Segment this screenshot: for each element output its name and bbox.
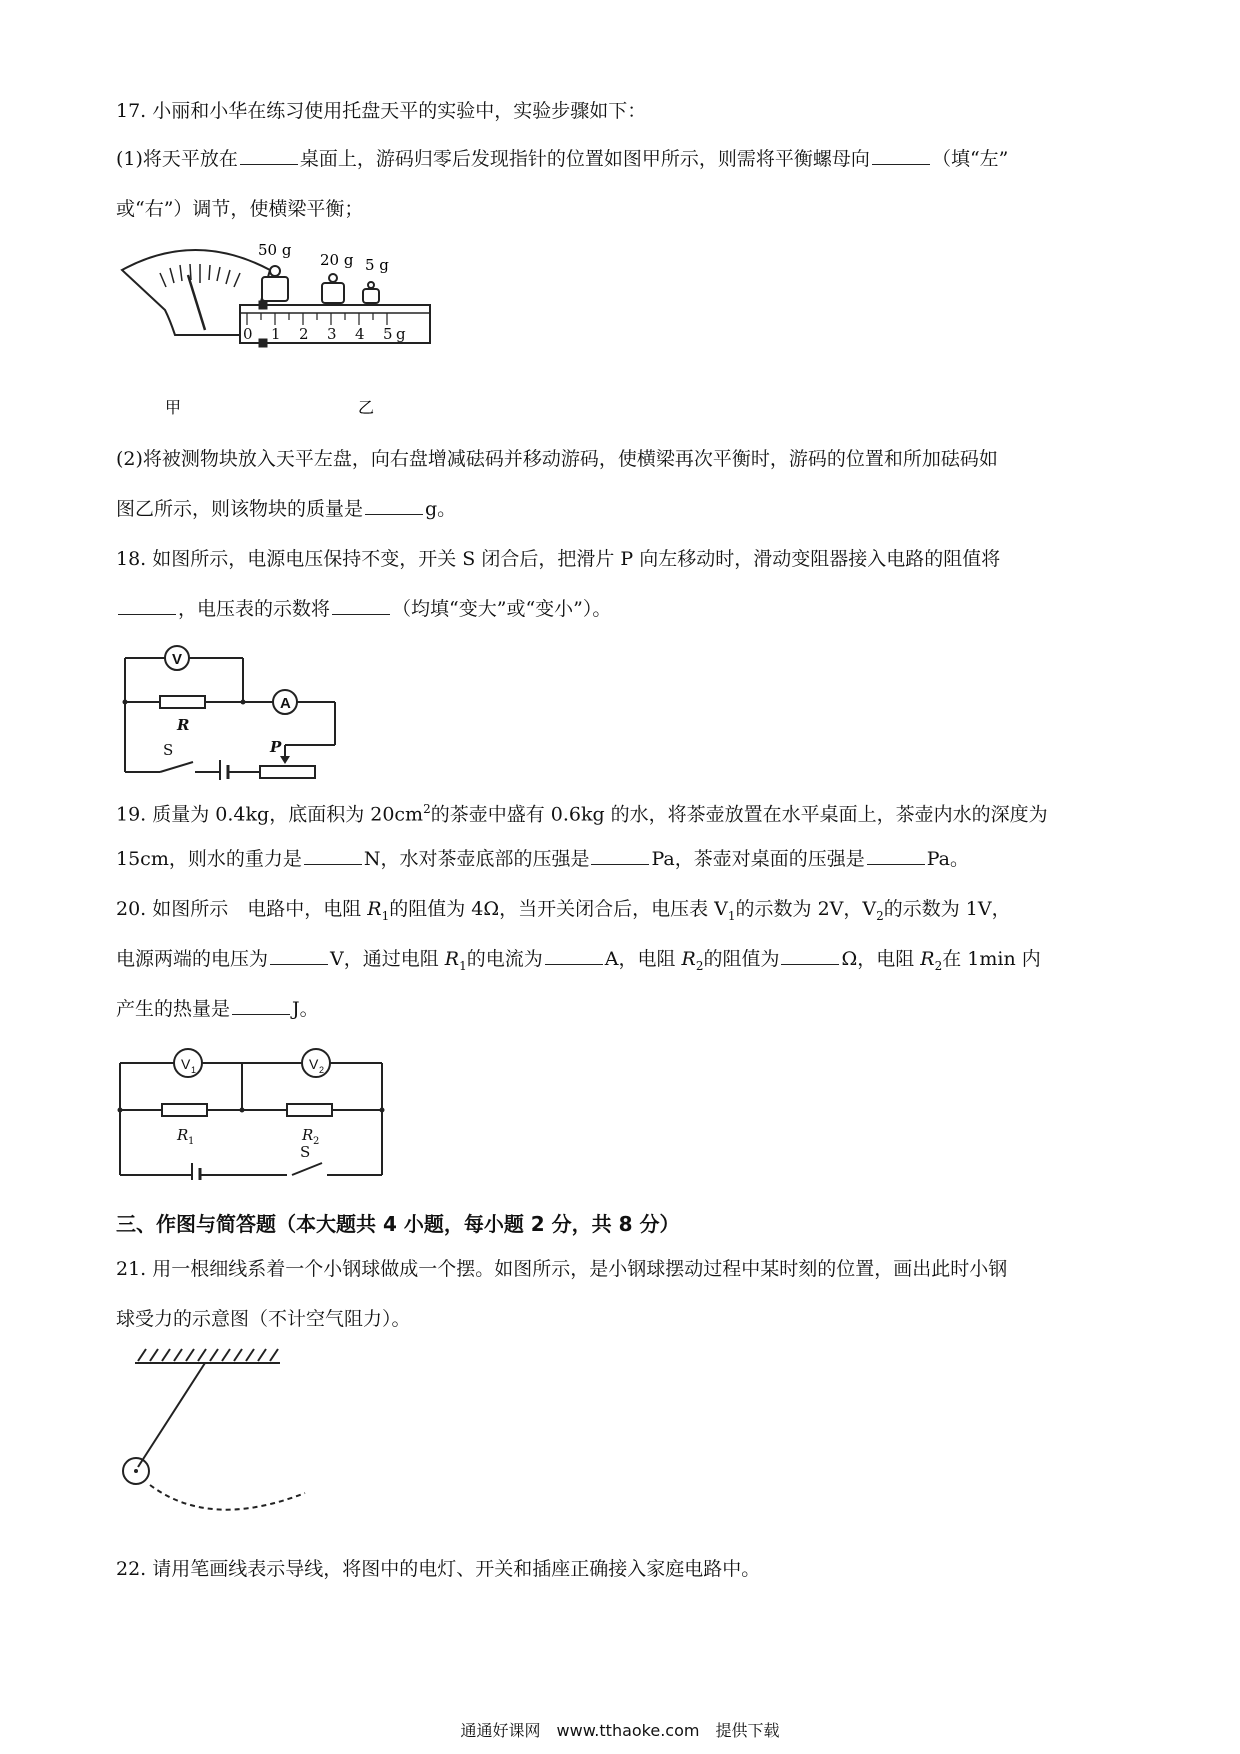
answer-blank	[781, 946, 839, 965]
resistor-r1-icon	[162, 1104, 207, 1116]
q19-text-c: 15cm，则水的重力是	[116, 848, 302, 870]
q20-text-a: 20. 如图所示 电路中，电阻	[116, 898, 368, 920]
q19-text-b: 的茶壶中盛有 0.6kg 的水，将茶壶放置在水平桌面上，茶壶内水的深度为	[430, 803, 1048, 826]
q20-line1	[116, 896, 1011, 929]
q20-text-i: 的阻值为	[703, 948, 780, 970]
q19-line1	[116, 796, 1048, 827]
pendulum-string	[138, 1363, 205, 1467]
balance-figure	[110, 235, 470, 420]
q17-part1-line2: 或“右”）调节，使横梁平衡；	[116, 198, 364, 220]
answer-blank	[304, 846, 362, 865]
q20-circuit	[112, 1045, 392, 1180]
resistor-r2-icon	[287, 1104, 332, 1116]
rider-top-icon	[259, 301, 267, 309]
r2-sub: 2	[313, 1136, 320, 1147]
q17-part1-line1	[116, 146, 1008, 172]
slider-arrow-icon	[280, 756, 290, 764]
q20-sub: 2	[934, 958, 943, 973]
voltmeter-label: V	[172, 651, 183, 668]
q20-text-c: 的示数为 2V，V	[735, 898, 877, 920]
q20-text-m: J。	[292, 998, 319, 1020]
q20-var-r: R	[681, 948, 696, 970]
switch-s-icon	[292, 1163, 322, 1175]
weights-group	[258, 241, 389, 303]
ruler-tick-3: 3	[327, 325, 337, 343]
q20-text-f: V，通过电阻	[330, 948, 445, 970]
q18-text-c: （均填“变大”或“变小”）。	[392, 598, 612, 620]
q20-sub: 2	[876, 908, 884, 923]
switch-s-label: S	[300, 1143, 311, 1161]
label-yi: 乙	[358, 398, 375, 417]
r1-label: R	[177, 1126, 189, 1144]
ruler-tick-2: 2	[299, 325, 309, 343]
q17-part2-line1: (2)将被测物块放入天平左盘，向右盘增减砝码并移动游码，使横梁再次平衡时，游码的位置和所加砝码如	[116, 448, 998, 470]
q19-text-f: Pa。	[926, 848, 970, 870]
q21-line2: 球受力的示意图（不计空气阻力）。	[116, 1308, 411, 1330]
answer-blank	[591, 846, 649, 865]
q20-text-k: 在 1min 内	[942, 948, 1041, 970]
q20-var-r: R	[920, 948, 935, 970]
answer-blank	[872, 146, 930, 165]
label-jia: 甲	[165, 398, 182, 417]
ruler-unit: g	[396, 325, 406, 343]
switch-s-label: S	[163, 741, 174, 759]
q17-p2-text-b: 图乙所示，则该物块的质量是	[116, 498, 364, 520]
q22-line1: 22. 请用笔画线表示导线，将图中的电灯、开关和插座正确接入家庭电路中。	[116, 1558, 761, 1580]
ruler-tick-1: 1	[271, 325, 281, 343]
q17-p2-text-c: g。	[425, 498, 457, 520]
resistor-r-icon	[160, 696, 205, 708]
weight-50g-icon	[262, 277, 288, 301]
ruler-tick-5: 5	[383, 325, 393, 343]
q17-part2-line2	[116, 496, 456, 522]
q20-line3	[116, 996, 319, 1022]
q20-var-r: R	[367, 898, 382, 920]
v1-sub: 1	[191, 1065, 197, 1075]
answer-blank	[545, 946, 603, 965]
q20-text-b: 的阻值为 4Ω，当开关闭合后，电压表 V	[389, 898, 728, 920]
q20-sub: 1	[727, 908, 736, 923]
switch-s-icon	[160, 762, 193, 772]
q20-line2	[116, 946, 1041, 979]
q17-stem: 17. 小丽和小华在练习使用托盘天平的实验中，实验步骤如下：	[116, 100, 647, 122]
q19-text-a: 19. 质量为 0.4kg，底面积为 20cm	[116, 803, 424, 826]
q20-text-l: 产生的热量是	[116, 998, 231, 1020]
q21-line1: 21. 用一根细线系着一个小钢球做成一个摆。如图所示，是小钢球摆动过程中某时刻的位置，画出此时小钢	[116, 1258, 1008, 1280]
weight-label-50g: 50 g	[258, 241, 292, 259]
ruler-tick-0: 0	[243, 325, 253, 343]
answer-blank	[118, 596, 176, 615]
answer-blank	[270, 946, 328, 965]
q20-text-g: 的电流为	[466, 948, 543, 970]
pendulum-figure	[110, 1345, 310, 1525]
q20-text-h: A，电阻	[604, 948, 682, 970]
q18-line1: 18. 如图所示，电源电压保持不变，开关 S 闭合后，把滑片 P 向左移动时，滑动变阻器接入电路的阻值将	[116, 548, 1001, 570]
q20-sub: 1	[381, 908, 390, 923]
q20-sub: 2	[695, 958, 704, 973]
ruler-tick-4: 4	[355, 325, 365, 343]
section-3-heading: 三、作图与简答题（本大题共 4 小题，每小题 2 分，共 8 分）	[116, 1212, 680, 1236]
q18-text-b: ，电压表的示数将	[178, 598, 331, 620]
q17-p1-text-a: (1)将天平放在	[116, 148, 238, 170]
answer-blank	[365, 496, 423, 515]
q19-sup: 2	[423, 802, 431, 816]
weight-5g-icon	[363, 289, 379, 303]
q18-line2	[116, 596, 611, 622]
weight-20g-icon	[322, 283, 344, 303]
q20-sub: 1	[459, 958, 467, 973]
q19-text-e: Pa，茶壶对桌面的压强是	[651, 848, 865, 870]
v1-label: V	[181, 1056, 191, 1072]
page-footer: 通通好课网 www.tthaoke.com 提供下载	[460, 1721, 780, 1740]
q19-text-d: N，水对茶壶底部的压强是	[363, 848, 590, 870]
answer-blank	[232, 996, 290, 1015]
resistor-r-label: R	[177, 716, 190, 734]
swing-arc	[150, 1485, 305, 1510]
v2-sub: 2	[319, 1065, 325, 1075]
q20-var-r: R	[444, 948, 460, 970]
weight-label-20g: 20 g	[320, 251, 354, 269]
answer-blank	[867, 846, 925, 865]
q20-text-j: Ω，电阻	[841, 948, 921, 970]
q18-circuit	[115, 640, 345, 780]
ammeter-label: A	[280, 695, 291, 712]
weight-label-5g: 5 g	[365, 256, 389, 274]
slider-p-label: P	[270, 738, 282, 756]
rider-bottom-icon	[259, 339, 267, 347]
q17-p1-text-c: （填“左”	[931, 148, 1009, 170]
r2-label: R	[302, 1126, 314, 1144]
q20-text-e: 电源两端的电压为	[116, 948, 269, 970]
q19-line2	[116, 846, 969, 872]
q20-text-d: 的示数为 1V，	[883, 898, 1011, 920]
rheostat-icon	[260, 766, 315, 778]
answer-blank	[240, 146, 298, 165]
v2-label: V	[309, 1056, 319, 1072]
answer-blank	[332, 596, 390, 615]
q17-p1-text-b: 桌面上，游码归零后发现指针的位置如图甲所示，则需将平衡螺母向	[299, 148, 870, 170]
r1-sub: 1	[188, 1136, 195, 1147]
